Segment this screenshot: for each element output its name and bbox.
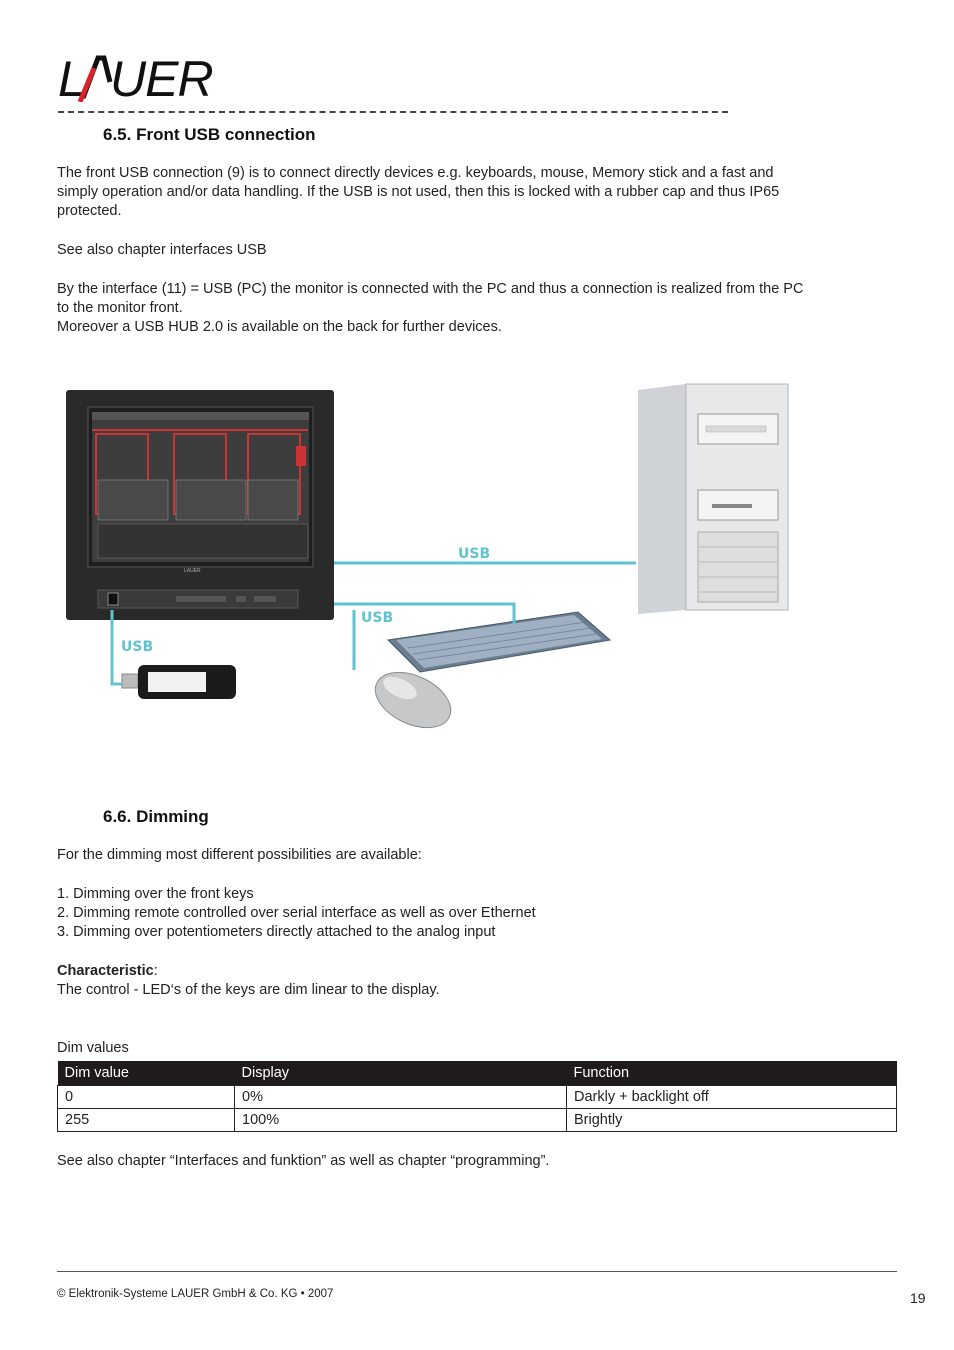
usb-label-pc: USB <box>458 546 491 562</box>
table-row <box>58 1109 897 1132</box>
column-header: Dim value <box>58 1061 235 1086</box>
dim-values-table <box>57 1061 897 1132</box>
text-line: simply operation and/or data handling. If the USB is not used, then this is locked with a rubber cap and thus IP65 <box>57 184 780 200</box>
table-cell: 0% <box>235 1086 567 1109</box>
characteristic-colon: : <box>153 963 158 979</box>
paragraph-see-also-chapters: See also chapter “Interfaces and funktion” as well as chapter “programming”. <box>57 1153 550 1169</box>
dimming-list <box>57 885 897 942</box>
list-item: 3. Dimming over potentiometers directly attached to the analog input <box>57 924 496 940</box>
monitor-caption: LAUER <box>184 568 201 574</box>
mouse-illustration <box>367 661 460 738</box>
text-line: The front USB connection (9) is to connect directly devices e.g. keyboards, mouse, Memory stick and a fast and <box>57 165 774 181</box>
table-cell: Brightly <box>567 1109 897 1132</box>
table-cell: 0 <box>58 1086 235 1109</box>
text-line: protected. <box>57 203 122 219</box>
characteristic-label: Characteristic <box>57 963 154 979</box>
usb-label-stick: USB <box>121 639 154 655</box>
list-item: 2. Dimming remote controlled over serial interface as well as over Ethernet <box>57 905 536 921</box>
usb-label-keyboard: USB <box>361 610 394 626</box>
text-line: By the interface (11) = USB (PC) the monitor is connected with the PC and thus a connection is realized from the PC <box>57 281 804 297</box>
section-heading-dimming: 6.6. Dimming <box>103 807 209 826</box>
characteristic-text: The control - LED‘s of the keys are dim linear to the display. <box>57 982 440 998</box>
text-line: to the monitor front. <box>57 300 183 316</box>
front-usb-port <box>108 593 118 605</box>
table-cell: Darkly + backlight off <box>567 1086 897 1109</box>
paragraph-see-also-usb: See also chapter interfaces USB <box>57 242 267 258</box>
characteristic-block <box>57 962 897 1000</box>
usb-stick-illustration <box>122 665 236 699</box>
footer-rule <box>57 1271 897 1272</box>
column-header: Display <box>235 1061 567 1086</box>
svg-text:L: L <box>58 52 85 102</box>
section-heading-front-usb: 6.5. Front USB connection <box>103 125 316 144</box>
header-dashed-rule <box>58 111 728 113</box>
svg-text:UER: UER <box>110 52 213 102</box>
keyboard-illustration <box>388 612 610 672</box>
page-number: 19 <box>910 1290 926 1306</box>
list-item: 1. Dimming over the front keys <box>57 886 254 902</box>
table-row <box>58 1086 897 1109</box>
paragraph-front-usb <box>57 164 897 221</box>
monitor-illustration <box>66 390 334 620</box>
paragraph-dimming-intro: For the dimming most different possibilities are available: <box>57 847 422 863</box>
footer-copyright: © Elektronik-Systeme LAUER GmbH & Co. KG • 2007 <box>57 1288 334 1300</box>
table-caption: Dim values <box>57 1040 129 1056</box>
text-line: Moreover a USB HUB 2.0 is available on the back for further devices. <box>57 319 502 335</box>
table-cell: 100% <box>235 1109 567 1132</box>
pc-tower-illustration <box>638 384 788 614</box>
lauer-logo <box>58 52 248 102</box>
usb-connection-figure <box>58 372 818 752</box>
table-cell: 255 <box>58 1109 235 1132</box>
paragraph-interface <box>57 280 897 337</box>
column-header: Function <box>567 1061 897 1086</box>
table-header-row <box>58 1061 897 1086</box>
